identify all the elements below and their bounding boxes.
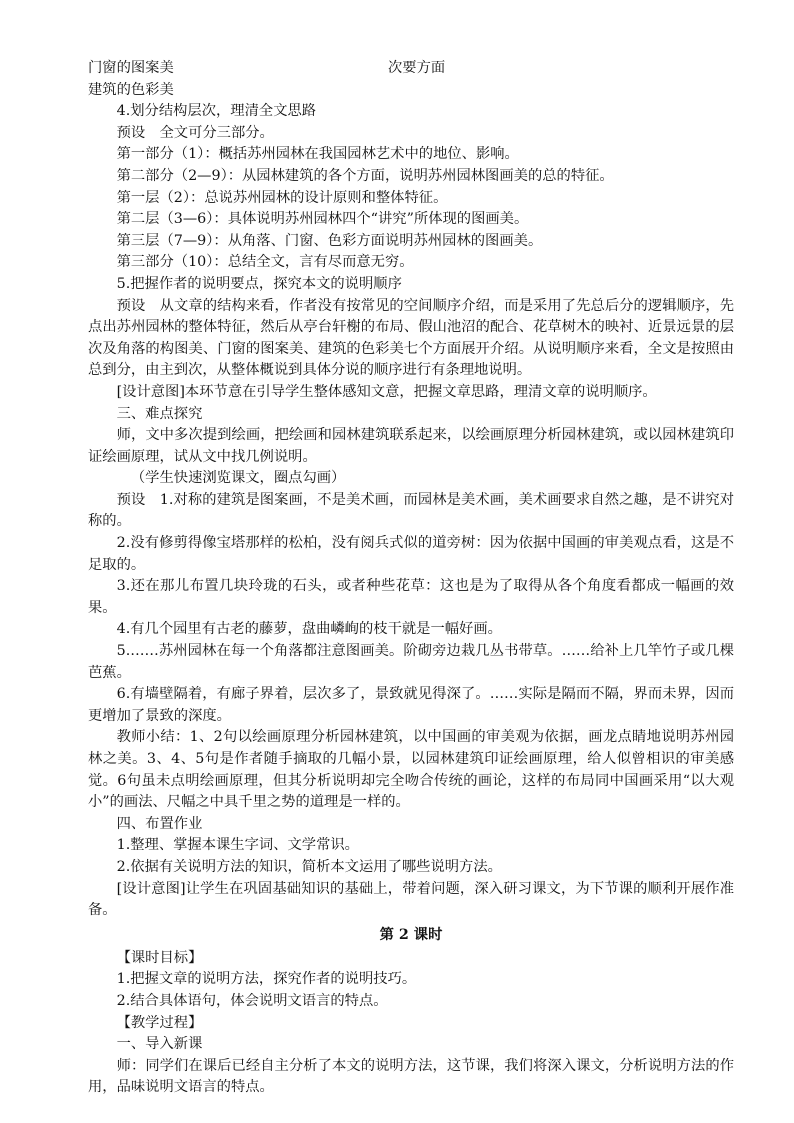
teacher-summary: 教师小结：1、2句以绘画原理分析园林建筑，以中国画的审美观为依据，画龙点睛地说明苏州园林之美。3、4、5句是作者随手摘取的几幅小景，以园林建筑印证绘画原理，给人似曾相识的审美感觉。6句虽未点明绘画原理，但其分析说明却完全吻合传统的画论，这样的布局同中国画采用“以大观小”的画法、尺幅之中具千里之势的道理是一样的。 (88, 729, 734, 811)
goal-item: 2.结合具体语句，体会说明文语言的特点。 (116, 992, 388, 1009)
section-heading: 【教学过程】 (116, 1014, 203, 1031)
paragraph: 3.还在那儿布置几块玲珑的石头，或者种些花草：这也是为了取得从各个角度看都成一幅画的效果。 (88, 578, 734, 616)
structure-line: 第一部分（1）：概括苏州园林在我国园林艺术中的地位、影响。 (116, 146, 519, 163)
summary-row (88, 58, 734, 80)
section-heading: 三、难点探究 (116, 405, 203, 422)
structure-line: 第二部分（2—9）：从园林建筑的各个方面，说明苏州园林图画美的总的特征。 (116, 167, 614, 184)
section-item: 5.把握作者的说明要点，探究本文的说明顺序 (116, 275, 402, 292)
structure-line: 第三部分（10）：总结全文，言有尽而意无穷。 (116, 254, 414, 271)
structure-line: 第一层（2）：总说苏州园林的设计原则和整体特征。 (116, 189, 448, 206)
paragraph: 预设 1.对称的建筑是图案画，不是美术画，而园林是美术画，美术画要求自然之趣，是不讲究对称的。 (88, 491, 734, 530)
homework-item: 1.整理、掌握本课生字词、文学常识。 (116, 837, 359, 854)
paragraph: 5.……苏州园林在每一个角落都注意图画美。阶砌旁边栽几丛书带草。……给补上几竿竹子或几棵芭蕉。 (88, 643, 734, 681)
summary-left: 门窗的图案美 (88, 60, 174, 76)
section-heading: 【课时目标】 (116, 949, 203, 966)
paragraph: 2.没有修剪得像宝塔那样的松柏，没有阅兵式似的道旁树：因为依据中国画的审美观点看，这是不足取的。 (88, 535, 734, 573)
activity-note: （学生快速浏览课文，圈点勾画） (130, 470, 346, 487)
section-item: 4.划分结构层次，理清全文思路 (116, 103, 317, 120)
document-page (88, 58, 734, 1099)
structure-line: 第二层（3—6）：具体说明苏州园林四个“讲究”所体现的图画美。 (116, 211, 529, 228)
paragraph: 师，文中多次提到绘画，把绘画和园林建筑联系起来，以绘画原理分析园林建筑，或以园林建筑印证绘画原理，试从文中找几例说明。 (88, 427, 734, 465)
lesson-heading: 第 2 课时 (379, 926, 443, 943)
paragraph: 师：同学们在课后已经自主分析了本文的说明方法，这节课，我们将深入课文，分析说明方法的作用，品味说明文语言的特点。 (88, 1057, 734, 1096)
paragraph: 4.有几个园里有古老的藤萝，盘曲嶙峋的枝干就是一幅好画。 (116, 621, 502, 638)
design-intent: [设计意图]本环节意在引导学生整体感知文意，把握文章思路，理清文章的说明顺序。 (116, 383, 657, 400)
section-heading: 一、导入新课 (116, 1036, 203, 1053)
paragraph: 6.有墙壁隔着，有廊子界着，层次多了，景致就见得深了。……实际是隔而不隔，界而未界，因而更增加了景致的深度。 (88, 686, 734, 724)
answer-line: 预设 全文可分三部分。 (116, 124, 274, 141)
section-heading: 四、布置作业 (116, 815, 203, 832)
design-intent: [设计意图]让学生在巩固基础知识的基础上，带着问题，深入研习课文，为下节课的顺利开展作准备。 (88, 880, 734, 919)
homework-item: 2.依据有关说明方法的知识，简析本文运用了哪些说明方法。 (116, 858, 502, 875)
summary-line: 建筑的色彩美 (88, 81, 174, 98)
structure-line: 第三层（7—9）：从角落、门窗、色彩方面说明苏州园林的图画美。 (116, 232, 543, 249)
goal-item: 1.把握文章的说明方法，探究作者的说明技巧。 (116, 971, 417, 988)
paragraph: 预设 从文章的结构来看，作者没有按常见的空间顺序介绍，而是采用了先总后分的逻辑顺序，先点出苏州园林的整体特征，然后从亭台轩榭的布局、假山池沼的配合、花草树木的映衬、近景远景的层次及角落的构图美、门窗的图案美、建筑的色彩美七个方面展开介绍。从说明顺序来看，全文是按照由总到分，由主到次，从整体概说到具体分说的顺序进行有条理地说明。 (88, 297, 734, 379)
summary-right: 次要方面 (388, 60, 446, 76)
